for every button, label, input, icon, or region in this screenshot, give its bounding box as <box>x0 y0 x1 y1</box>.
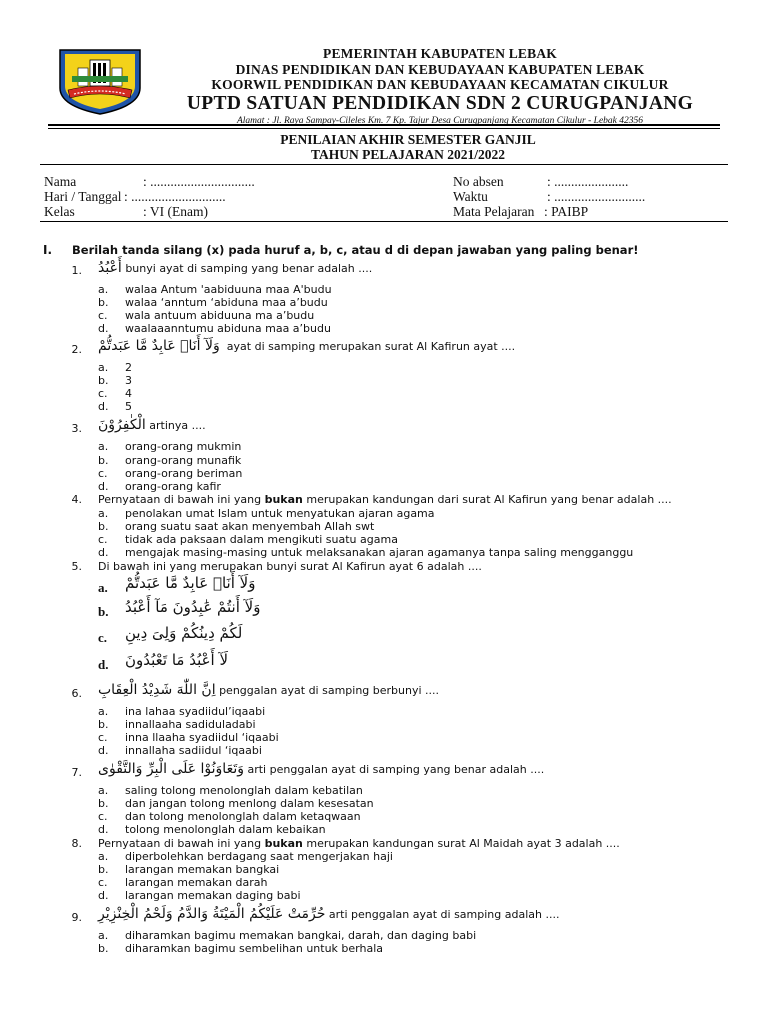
option-letter[interactable]: b. <box>98 374 109 387</box>
option-text[interactable]: diharamkan bagimu memakan bangkai, darah, dan daging babi <box>125 929 477 942</box>
option-letter[interactable]: a. <box>98 440 109 453</box>
option-letter[interactable]: d. <box>98 400 109 413</box>
option-text[interactable]: saling tolong menolonglah dalam kebatilan <box>125 784 363 797</box>
arabic-verse: وَلَآ أَنَا۠ عَابِدٌ مَّا عَبَدتُّمْ <box>98 338 220 354</box>
option-letter[interactable]: b. <box>98 718 109 731</box>
question-number: 2. <box>71 343 82 356</box>
question-1 <box>98 262 372 275</box>
option-letter[interactable]: c. <box>98 533 108 546</box>
option-letter[interactable]: d. <box>98 322 109 335</box>
question-7 <box>98 763 544 776</box>
option-text[interactable]: wala antuum abiduuna ma a’budu <box>125 309 315 322</box>
question-text-post: merupakan kandungan surat Al Maidah ayat 3 adalah .... <box>302 837 620 850</box>
option-letter[interactable]: b. <box>98 520 109 533</box>
option-letter[interactable]: a. <box>98 580 108 595</box>
option-text[interactable]: mengajak masing-masing untuk melaksanakan ajaran agamanya tanpa saling mengganggu <box>125 546 634 559</box>
question-number: 4. <box>71 493 82 506</box>
option-letter[interactable]: d. <box>98 546 109 559</box>
option-letter[interactable]: a. <box>98 784 109 797</box>
no-absen-field[interactable]: : ...................... <box>547 174 629 189</box>
exam-title: PENILAIAN AKHIR SEMESTER GANJIL <box>280 132 536 147</box>
question-number: 6. <box>71 687 82 700</box>
question-number: 5. <box>71 560 82 573</box>
exam-year: TAHUN PELAJARAN 2021/2022 <box>310 147 505 162</box>
option-text[interactable]: 2 <box>125 361 132 374</box>
option-letter[interactable]: b. <box>98 863 109 876</box>
nama-field[interactable]: : ............................... <box>143 174 255 189</box>
letterhead-address: Alamat : Jl. Raya Sampay-Cileles Km. 7 Kp. Tajur Desa Curugpanjang Kecamatan Cikulur - Lebak 42356 <box>236 115 643 126</box>
option-letter[interactable]: a. <box>98 850 109 863</box>
arabic-verse: اِنَّ اللّٰهَ شَدِيْدُ الْعِقَابِ <box>98 682 216 698</box>
section-instruction: Berilah tanda silang (x) pada huruf a, b, c, atau d di depan jawaban yang paling benar! <box>72 243 639 257</box>
letterhead-school-name: UPTD SATUAN PENDIDIKAN SDN 2 CURUGPANJANG <box>186 92 694 114</box>
option-text[interactable]: penolakan umat Islam untuk menyatukan ajaran agama <box>125 507 435 520</box>
mata-pelajaran-label: Mata Pelajaran <box>453 204 535 219</box>
option-text[interactable]: innallaaha sadiduladabi <box>125 718 256 731</box>
option-text[interactable]: larangan memakan daging babi <box>125 889 301 902</box>
option-text[interactable]: diharamkan bagimu sembelihan untuk berhala <box>125 942 384 955</box>
option-letter[interactable]: b. <box>98 942 109 955</box>
option-text[interactable]: orang-orang mukmin <box>125 440 242 453</box>
question-text: ayat di samping merupakan surat Al Kafirun ayat .... <box>226 340 516 353</box>
arabic-verse: أَعْبُدُ <box>98 260 122 276</box>
option-arabic[interactable]: وَلَآ أَنَا۠ عَابِدٌ مَّا عَبَدتُّمْ <box>125 574 256 592</box>
letterhead-thin-rule <box>48 128 720 129</box>
nama-label: Nama <box>44 174 77 189</box>
question-text: artinya .... <box>149 419 206 432</box>
question-number: 8. <box>71 837 82 850</box>
arabic-verse: الْكٰفِرُوْنَ <box>98 417 146 433</box>
school-logo <box>50 44 150 116</box>
question-number: 3. <box>71 422 82 435</box>
option-letter[interactable]: c. <box>98 876 108 889</box>
option-letter[interactable]: c. <box>98 630 108 645</box>
option-letter[interactable]: d. <box>98 480 109 493</box>
arabic-verse: حُرِّمَتْ عَلَيْكُمُ الْمَيْتَةُ وَالدَّمُ وَلَحْمُ الْخِنْزِيْرِ <box>98 906 326 922</box>
option-text[interactable]: waalaaanntumu abiduna maa a’budu <box>125 322 331 335</box>
question-text-emphasis: bukan <box>264 837 303 850</box>
option-text[interactable]: dan tolong menolonglah dalam ketaqwaan <box>125 810 361 823</box>
option-letter[interactable]: c. <box>98 387 108 400</box>
option-letter[interactable]: a. <box>98 705 109 718</box>
letterhead <box>160 46 720 128</box>
option-letter[interactable]: a. <box>98 361 109 374</box>
question-2 <box>98 340 515 353</box>
kelas-label: Kelas <box>44 204 75 219</box>
letterhead-government: PEMERINTAH KABUPATEN LEBAK <box>323 46 557 61</box>
option-letter[interactable]: b. <box>98 296 109 309</box>
option-letter[interactable]: a. <box>98 929 109 942</box>
identity-divider <box>40 221 728 222</box>
option-letter[interactable]: b. <box>98 454 109 467</box>
letterhead-thick-rule <box>48 124 720 126</box>
option-text[interactable]: 4 <box>125 387 132 400</box>
letterhead-coordinator: KOORWIL PENDIDIKAN DAN KEBUDAYAAN KECAMATAN CIKULUR <box>211 77 669 92</box>
option-letter[interactable]: d. <box>98 889 109 902</box>
option-text[interactable]: orang-orang munafik <box>125 454 242 467</box>
question-8 <box>98 837 620 850</box>
arabic-verse: وَتَعَاوَنُوْا عَلَى الْبِرِّ وَالتَّقْوٰى <box>98 761 244 777</box>
question-number: 9. <box>71 911 82 924</box>
question-text: bunyi ayat di samping yang benar adalah .... <box>125 262 373 275</box>
question-text: arti penggalan ayat di samping yang benar adalah .... <box>247 763 545 776</box>
option-arabic[interactable]: لَكُمْ دِينُكُمْ وَلِىَ دِينِ <box>125 624 243 642</box>
option-letter[interactable]: c. <box>98 309 108 322</box>
option-letter[interactable]: d. <box>98 823 109 836</box>
option-letter[interactable]: d. <box>98 657 109 672</box>
option-text[interactable]: larangan memakan bangkai <box>125 863 280 876</box>
option-text[interactable]: tidak ada paksaan dalam mengikuti suatu agama <box>125 533 398 546</box>
option-letter[interactable]: d. <box>98 744 109 757</box>
question-9 <box>98 908 559 921</box>
option-text[interactable]: tolong menolonglah dalam kebaikan <box>125 823 326 836</box>
question-text: arti penggalan ayat di samping adalah .... <box>328 908 560 921</box>
question-text-pre: Pernyataan di bawah ini yang <box>98 837 265 850</box>
kelas-value: : VI (Enam) <box>143 204 208 219</box>
question-text: penggalan ayat di samping berbunyi .... <box>219 684 440 697</box>
option-letter[interactable]: c. <box>98 731 108 744</box>
option-letter[interactable]: c. <box>98 810 108 823</box>
question-6 <box>98 684 439 697</box>
option-letter[interactable]: a. <box>98 283 109 296</box>
question-number: 7. <box>71 766 82 779</box>
question-number: 1. <box>71 264 82 277</box>
option-text[interactable]: walaa Antum 'aabiduuna maa A'budu <box>125 283 332 296</box>
hari-tanggal-label: Hari / Tanggal <box>44 189 122 204</box>
option-text[interactable]: ina lahaa syadiidul’iqaabi <box>125 705 266 718</box>
option-text[interactable]: orang-orang beriman <box>125 467 243 480</box>
option-letter[interactable]: c. <box>98 467 108 480</box>
section-number: I. <box>43 243 53 257</box>
question-text: Di bawah ini yang merupakan bunyi surat Al Kafirun ayat 6 adalah .... <box>98 560 482 573</box>
option-text[interactable]: innallaha sadiidul ‘iqaabi <box>125 744 262 757</box>
option-letter[interactable]: b. <box>98 604 109 619</box>
option-text[interactable]: 5 <box>125 400 132 413</box>
mata-pelajaran-value: : PAIBP <box>544 204 589 219</box>
question-text-emphasis: bukan <box>264 493 303 506</box>
question-3 <box>98 419 206 432</box>
question-text-post: merupakan kandungan dari surat Al Kafirun yang benar adalah .... <box>302 493 672 506</box>
question-text-pre: Pernyataan di bawah ini yang <box>98 493 265 506</box>
option-letter[interactable]: a. <box>98 507 109 520</box>
option-text[interactable]: inna llaaha syadiidul ‘iqaabi <box>125 731 279 744</box>
question-4 <box>98 493 672 506</box>
letterhead-department: DINAS PENDIDIKAN DAN KEBUDAYAAN KABUPATEN LEBAK <box>235 61 645 77</box>
hari-tanggal-field[interactable]: : ............................ <box>124 189 226 204</box>
waktu-label: Waktu <box>453 189 488 204</box>
option-arabic[interactable]: وَلَآ أَنتُمْ عَٰبِدُونَ مَآ أَعْبُدُ <box>125 598 261 616</box>
option-text[interactable]: dan jangan tolong menlong dalam kesesatan <box>125 797 374 810</box>
option-text[interactable]: orang suatu saat akan menyembah Allah swt <box>125 520 375 533</box>
no-absen-label: No absen <box>453 174 504 189</box>
kabupaten-lebak-crest-icon <box>50 44 150 116</box>
option-text[interactable]: walaa ‘anntum ‘abiduna maa a’budu <box>125 296 328 309</box>
waktu-field[interactable]: : ........................... <box>547 189 646 204</box>
option-arabic[interactable]: لَآ أَعْبُدُ مَا تَعْبُدُونَ <box>125 651 229 669</box>
option-letter[interactable]: b. <box>98 797 109 810</box>
option-text[interactable]: diperbolehkan berdagang saat mengerjakan haji <box>125 850 393 863</box>
option-text[interactable]: orang-orang kafir <box>125 480 221 493</box>
title-divider <box>40 164 728 165</box>
option-text[interactable]: larangan memakan darah <box>125 876 268 889</box>
option-text[interactable]: 3 <box>125 374 132 387</box>
